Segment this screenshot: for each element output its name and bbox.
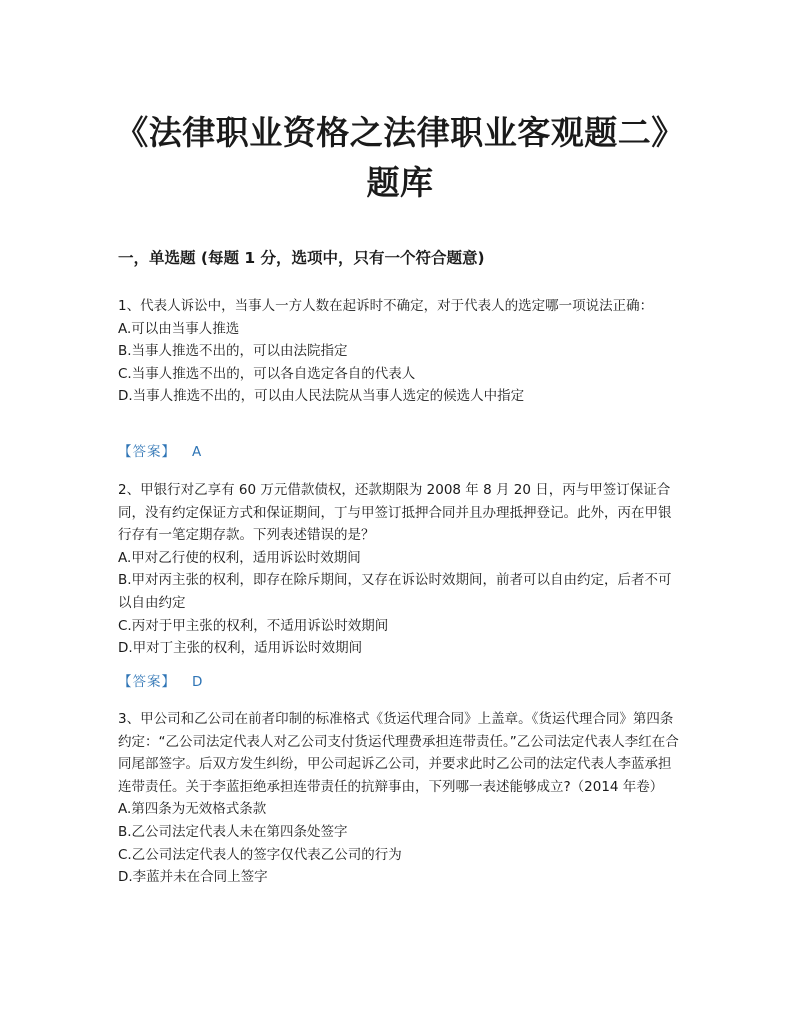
- answer-label: 【答案】: [118, 444, 176, 460]
- option-a: A.甲对乙行使的权利，适用诉讼时效期间: [118, 549, 361, 566]
- option-c: C.乙公司法定代表人的签字仅代表乙公司的行为: [118, 846, 402, 863]
- option-d: D.李蓝并未在合同上签字: [118, 869, 268, 886]
- option-b: B.甲对丙主张的权利，即存在除斥期间，又存在诉讼时效期间，前者可以自由约定，后者不可以自由约定: [118, 572, 672, 611]
- option-d: D.当事人推选不出的，可以由人民法院从当事人选定的候选人中指定: [118, 388, 525, 405]
- question-2: [118, 479, 684, 660]
- answer-2: [118, 671, 202, 693]
- question-1: [118, 295, 684, 408]
- option-a: A.第四条为无效格式条款: [118, 801, 267, 818]
- document-title: 《法律职业资格之法律职业客观题二》题库: [115, 113, 685, 202]
- option-a: A.可以由当事人推选: [118, 320, 240, 337]
- question-text: 1、代表人诉讼中，当事人一方人数在起诉时不确定，对于代表人的选定哪一项说法正确：: [118, 298, 654, 314]
- option-b: B.当事人推选不出的，可以由法院指定: [118, 343, 348, 360]
- answer-value: D: [192, 674, 203, 690]
- answer-label: 【答案】: [118, 674, 176, 690]
- option-d: D.甲对丁主张的权利，适用诉讼时效期间: [118, 640, 363, 657]
- section-heading: 一，单选题 (每题 1 分，选项中，只有一个符合题意): [118, 249, 485, 267]
- question-3: [118, 708, 684, 889]
- answer-value: A: [192, 444, 202, 460]
- question-text: 2、甲银行对乙享有 60 万元借款债权，还款期限为 2008 年 8 月 20 日，丙与甲签订保证合同，没有约定保证方式和保证期间，丁与甲签订抵押合同并且办理抵押登记。此外，丙在甲银行存有一笔定期存款。下列表述错误的是？: [118, 482, 672, 544]
- option-b: B.乙公司法定代表人未在第四条处签字: [118, 823, 348, 840]
- question-text: 3、甲公司和乙公司在前者印制的标准格式《货运代理合同》上盖章。《货运代理合同》第四条约定：“乙公司法定代表人对乙公司支付货运代理费承担连带责任。”乙公司法定代表人李红在合同尾部签字。后双方发生纠纷，甲公司起诉乙公司，并要求此时乙公司的法定代表人李蓝承担连带责任。关于李蓝拒绝承担连带责任的抗辩事由，下列哪一表述能够成立?（2014 年卷）: [118, 711, 679, 795]
- option-c: C.丙对于甲主张的权利，不适用诉讼时效期间: [118, 617, 389, 634]
- option-c: C.当事人推选不出的，可以各自选定各自的代表人: [118, 365, 416, 382]
- answer-1: [118, 441, 201, 463]
